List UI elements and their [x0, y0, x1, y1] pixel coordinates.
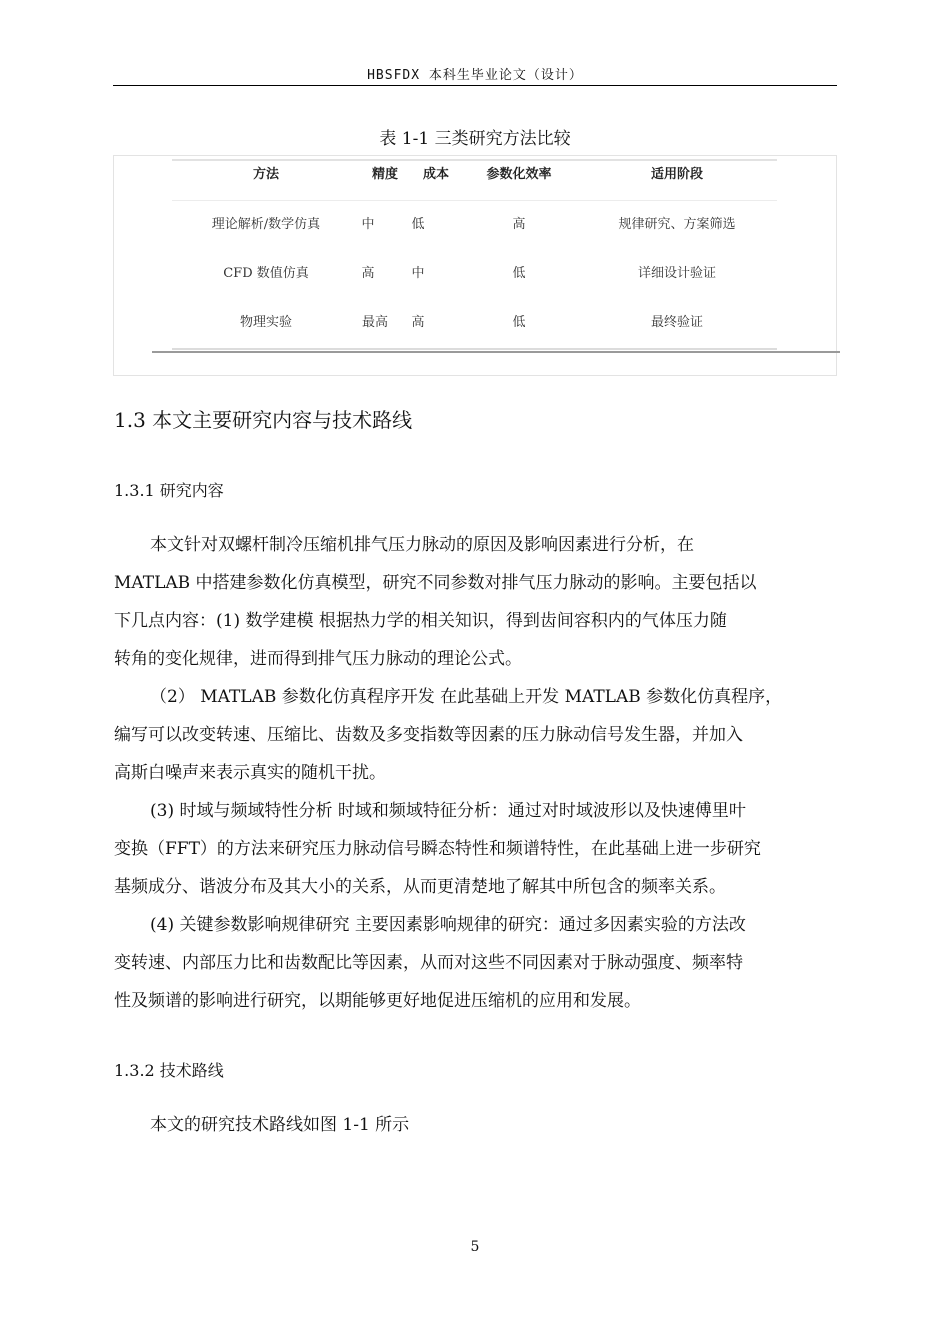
table-header-stage: 适用阶段	[650, 167, 704, 182]
paragraph-item-2	[114, 678, 838, 792]
page-header: HBSFDX 本科生毕业论文（设计）	[367, 68, 583, 83]
subsection-heading-research-content: 1.3.1 研究内容	[114, 481, 224, 500]
table-top-rule	[172, 159, 777, 161]
table-cell: 物理实验	[239, 315, 293, 330]
text-line: 变换（FFT）的方法来研究压力脉动信号瞬态特性和频谱特性，在此基础上进一步研究	[114, 839, 761, 859]
table-header-method: 方法	[252, 167, 280, 182]
page-number: 5	[470, 1239, 480, 1255]
table-caption: 表 1-1 三类研究方法比较	[379, 129, 571, 149]
text-line: 基频成分、谐波分布及其大小的关系，从而更清楚地了解其中所包含的频率关系。	[114, 877, 726, 897]
table-bottom-rule	[172, 348, 777, 350]
table-cell: 中	[361, 217, 375, 232]
text-line: 本文的研究技术路线如图 1-1 所示	[150, 1115, 410, 1135]
table-frame	[113, 155, 837, 376]
table-cell: 详细设计验证	[637, 266, 717, 281]
table-header-rule	[172, 200, 777, 201]
paragraph-item-3	[114, 792, 838, 906]
paragraph-intro	[114, 526, 838, 678]
text-line: 高斯白噪声来表示真实的随机干扰。	[114, 763, 386, 783]
table-cell: 中	[411, 266, 425, 281]
text-line: 本文针对双螺杆制冷压缩机排气压力脉动的原因及影响因素进行分析，在	[150, 535, 694, 555]
text-line: 下几点内容：(1) 数学建模 根据热力学的相关知识，得到齿间容积内的气体压力随	[114, 611, 727, 631]
paragraph-item-4	[114, 906, 838, 1020]
table-cell: 低	[512, 315, 526, 330]
text-line: 性及频谱的影响进行研究，以期能够更好地促进压缩机的应用和发展。	[114, 991, 641, 1011]
text-line: 变转速、内部压力比和齿数配比等因素，从而对这些不同因素对于脉动强度、频率特	[114, 953, 743, 973]
text-line: (4) 关键参数影响规律研究 主要因素影响规律的研究：通过多因素实验的方法改	[150, 915, 746, 935]
table-cell: 最高	[361, 315, 389, 330]
table-cell: CFD 数值仿真	[223, 266, 309, 281]
table-header-efficiency: 参数化效率	[486, 167, 552, 182]
table-cell: 最终验证	[650, 315, 704, 330]
paragraph-route	[114, 1106, 838, 1144]
text-line: 编写可以改变转速、压缩比、齿数及多变指数等因素的压力脉动信号发生器，并加入	[114, 725, 743, 745]
table-cell: 高	[512, 217, 526, 232]
table-cell: 低	[512, 266, 526, 281]
subsection-heading-technical-route: 1.3.2 技术路线	[114, 1061, 224, 1080]
table-cell: 规律研究、方案筛选	[618, 217, 736, 232]
text-line: （2） MATLAB 参数化仿真程序开发 在此基础上开发 MATLAB 参数化仿真程序，	[150, 687, 783, 707]
text-line: 转角的变化规律，进而得到排气压力脉动的理论公式。	[114, 649, 522, 669]
section-heading: 1.3 本文主要研究内容与技术路线	[114, 408, 413, 432]
header-rule	[113, 85, 837, 86]
table-header-cost: 成本	[422, 167, 450, 182]
table-cell: 高	[361, 266, 375, 281]
table-cell: 理论解析/数学仿真	[211, 217, 321, 232]
table-cell: 高	[411, 315, 425, 330]
table-shadow-rule	[152, 351, 840, 353]
text-line: (3) 时域与频域特性分析 时域和频域特征分析：通过对时域波形以及快速傅里叶	[150, 801, 746, 821]
table-header-accuracy: 精度	[371, 167, 399, 182]
text-line: MATLAB 中搭建参数化仿真模型，研究不同参数对排气压力脉动的影响。主要包括以	[114, 573, 757, 593]
table-cell: 低	[411, 217, 425, 232]
